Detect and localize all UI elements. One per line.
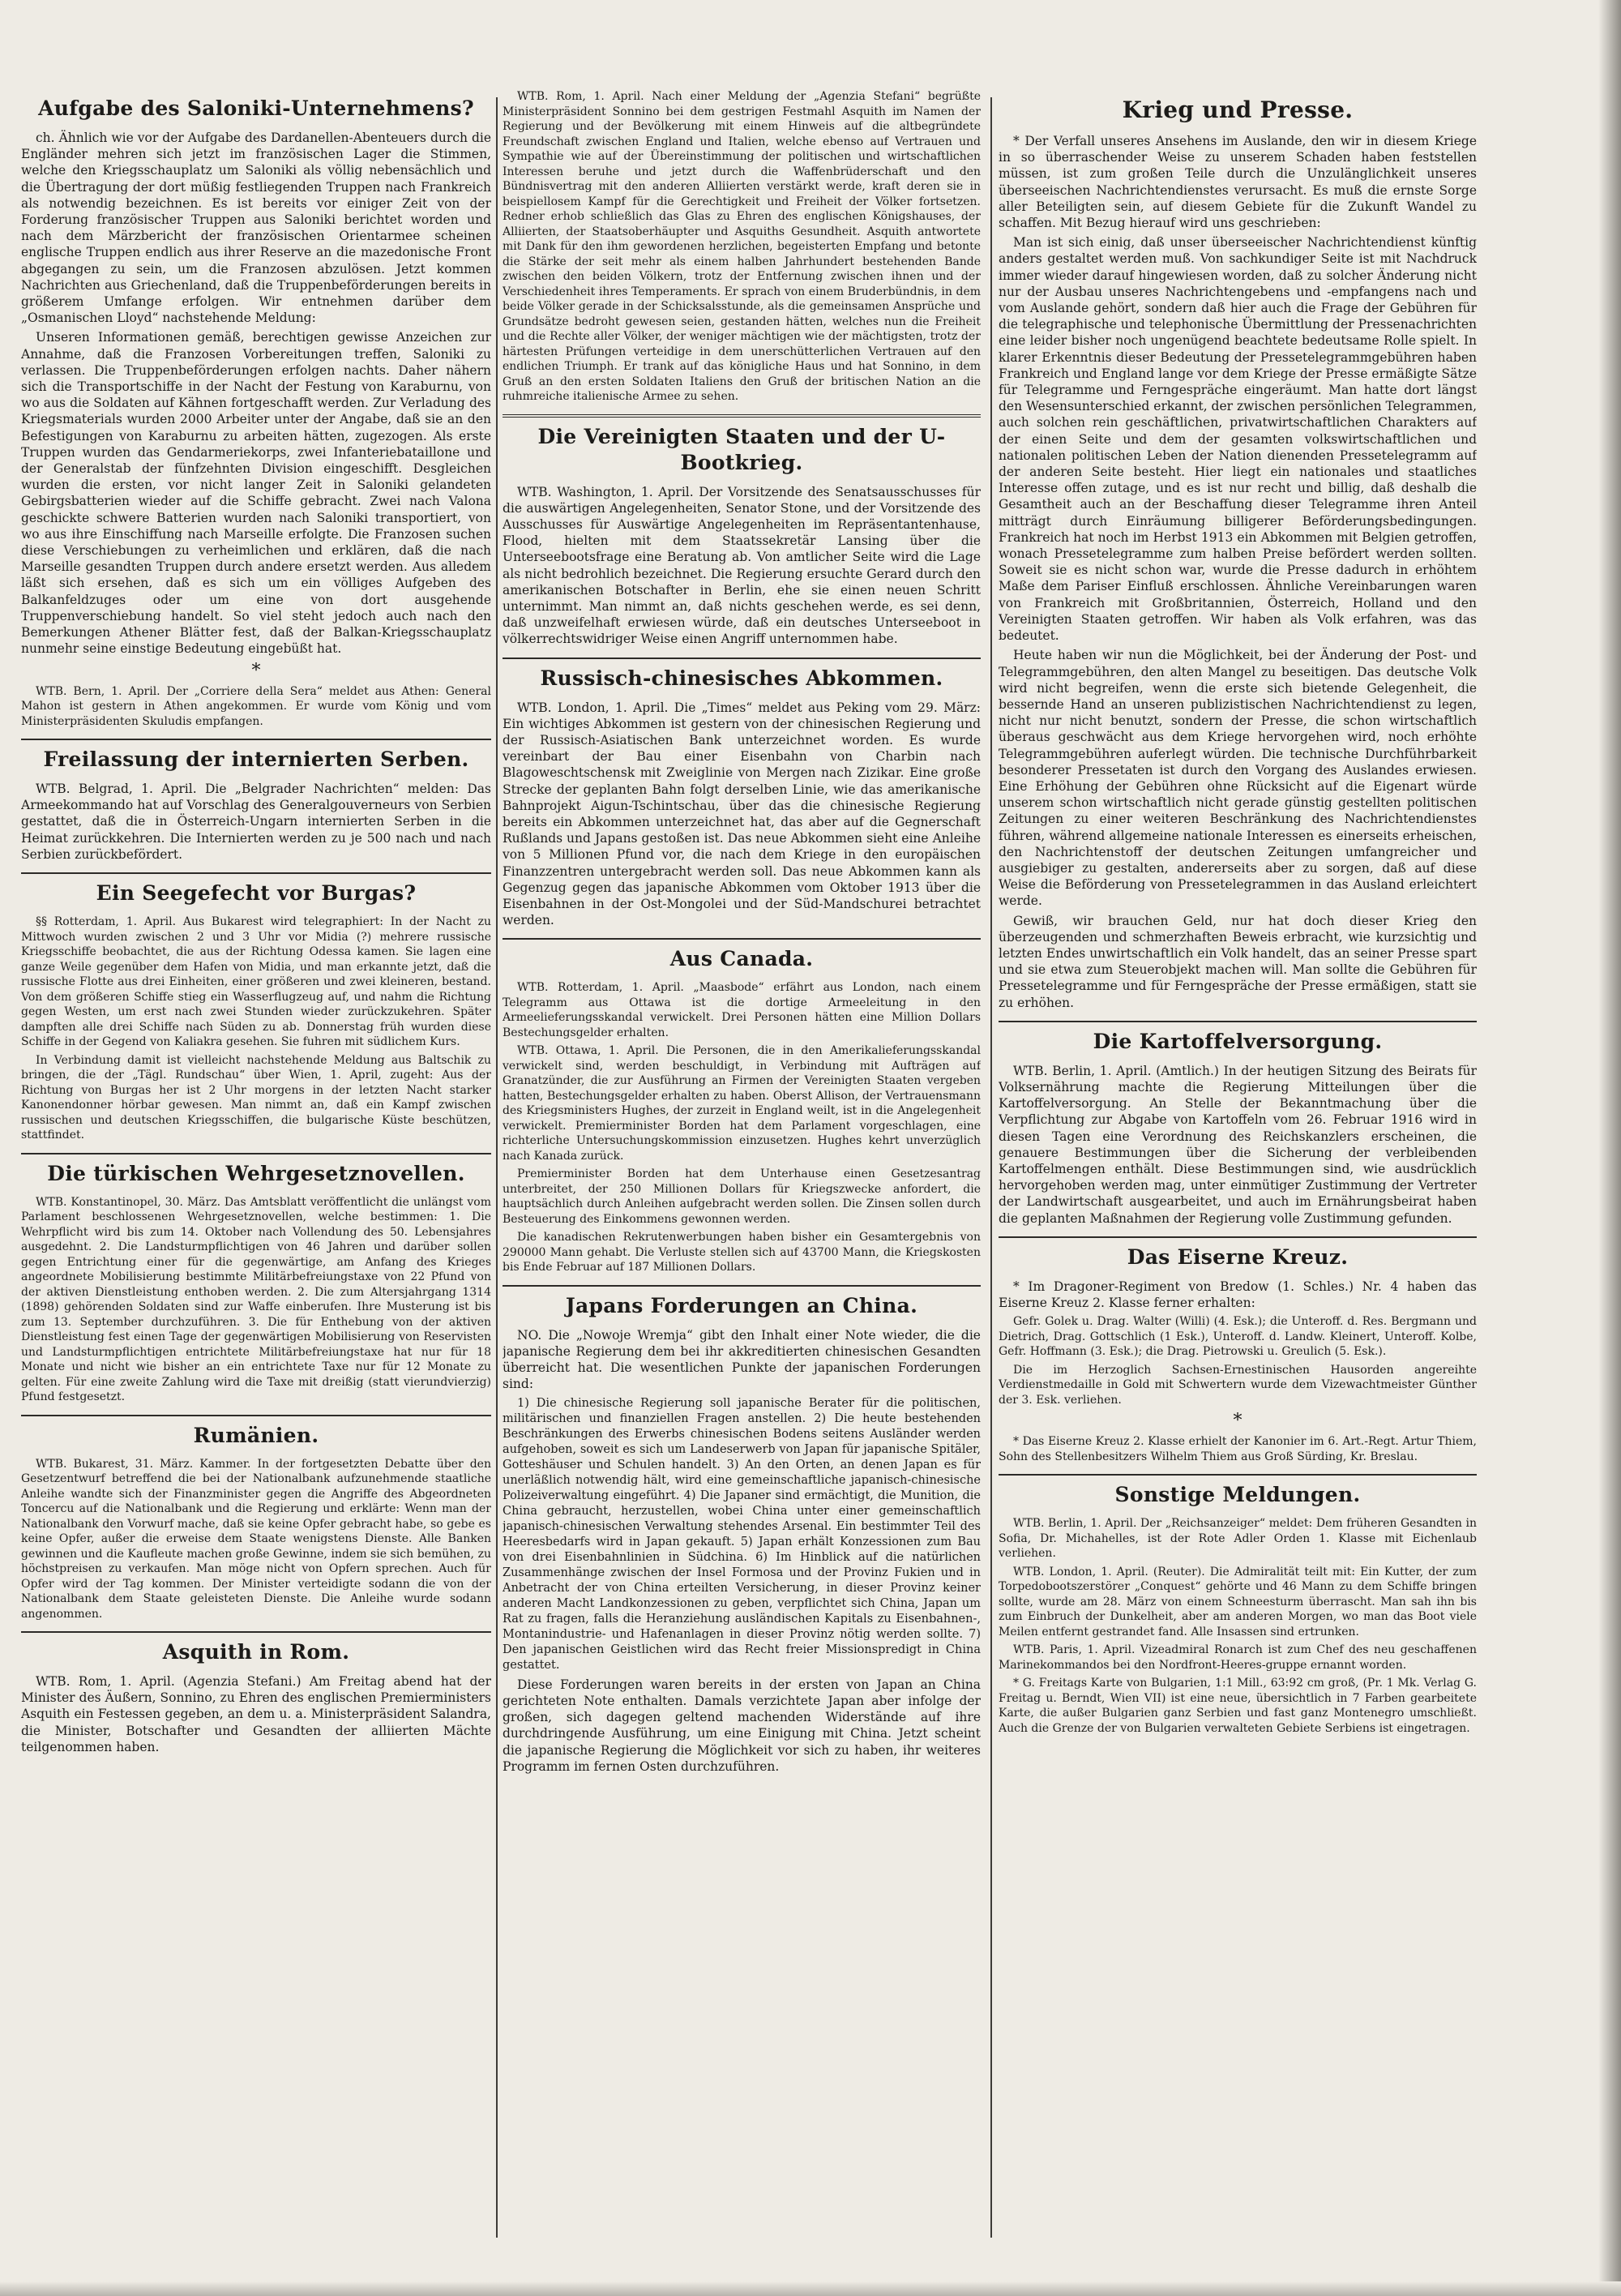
column-1	[21, 89, 491, 2246]
paragraph: Gefr. Golek u. Drag. Walter (Willi) (4. Esk.); die Unteroff. d. Res. Bergmann und Dietrich, Drag. Gottschlich (1 Esk.), Unteroff. d. Landw. Kleinert, Unteroff. Kolbe, Gefr. Hoffmann (3. Esk.); die Drag. Pietrowski u. Greulich (5. Esk.).	[999, 1315, 1477, 1359]
paragraph: NO. Die „Nowoje Wremja“ gibt den Inhalt einer Note wieder, die die japanische Regierung dem bei ihr akkreditierten chinesischen Gesandten überreicht hat. Die wesentlichen Punkte der japanischen Forderungen sind:	[503, 1327, 981, 1392]
article-serben	[21, 747, 491, 863]
headline-asquith: Asquith in Rom.	[162, 1640, 350, 1664]
article-presse	[999, 96, 1477, 1011]
article-saloniki	[21, 96, 491, 729]
paragraph: WTB. Konstantinopel, 30. März. Das Amtsblatt veröffentlicht die unlängst vom Parlament beschlossenen Wehrgesetznovellen, welche bestimmen: 1. Die Wehrpflicht wird bis zum 14. Oktober nach Vollendung des 50. Lebensjahres ausgedehnt. 2. Die Landsturmpflichtigen von 46 Jahren und darüber sollen gegen Entrichtung einer für die gegenwärtige, am Anfang des Krieges angeordnete Mobilisierung bestimmte Militärbefreiungstaxe von 22 Pfund von der aktiven Dienstleistung enthoben werden. 2. Die zum Altersjahrgang 1314 (1898) gehörenden Soldaten sind zur Waffe einberufen. Ihre Musterung ist bis zum 13. September durchzuführen. 3. Die für Enthebung von der aktiven Dienstleistung fest einen Tage der gegenwärtigen Mobilisierung von Reservisten und Landsturmpflichtigen entrichtete Militärbefreiungstaxe hat nur für 18 Monate und nicht wie bisher an ein entrichtete Taxe nur für 12 Monate zu gelten. Für eine zweite Zahlung wird die Taxe mit dreißig (statt vierundvierzig) Pfund festgesetzt.	[21, 1195, 491, 1404]
article-canada	[503, 946, 981, 1275]
paragraph: WTB. Berlin, 1. April. (Amtlich.) In der heutigen Sitzung des Beirats für Volksernährung machte die Regierung Mitteilungen über die Kartoffelversorgung. An Stelle der Bekanntmachung über die Verpflichtung zur Abgabe von Kartoffeln vom 26. Februar 1916 wird in diesen Tagen eine Verordnung des Reichskanzlers erscheinen, die genauere Bestimmungen über die Sicherung der verbleibenden Kartoffelmengen enthält. Diese Bestimmungen sind, wie ausdrücklich hervorgehoben werden mag, unter einmütiger Zustimmung der Vertreter der Landwirtschaft ausgearbeitet, und auch im Ernährungsbeirat haben die geplanten Maßnahmen der Regierung volle Zustimmung gefunden.	[999, 1063, 1477, 1226]
paragraph: WTB. Bern, 1. April. Der „Corriere della Sera“ meldet aus Athen: General Mahon ist gestern in Athen angekommen. Er wurde vom König und vom Ministerpräsidenten Skuludis empfangen.	[21, 684, 491, 728]
paragraph: WTB. Bukarest, 31. März. Kammer. In der fortgesetzten Debatte über den Gesetzentwurf betreffend die bei der Nationalbank aufzunehmende staatliche Anleihe wandte sich der Finanzminister gegen die Angriffe des Abgeordneten Toncercu auf die Nationalbank und die Regierung und erklärte: Wenn man der Nationalbank den Vorwurf mache, daß sie keine Opfer gebracht habe, so gebe es keine Opfer, außer die erweise dem Staate wenigstens Dienste. Alle Banken gewinnen und die Kaufleute machen große Gewinne, indem sie sich bemühen, zu höchstpreisen zu verkaufen. Man möge nicht von Opfern sprechen. Auch für Opfer wird der Tag kommen. Der Minister verteidigte sodann die von der Nationalbank dem Staate geleisteten Dienste. Die Anleihe wurde sodann angenommen.	[21, 1457, 491, 1621]
paragraph: * G. Freitags Karte von Bulgarien, 1:1 Mill., 63:92 cm groß, (Pr. 1 Mk. Verlag G. Freitag u. Berndt, Wien VII) ist eine neue, übersichtlich in 7 Farben gearbeitete Karte, die außer Bulgarien ganz Serbien und fast ganz Montenegro umschließt. Auch die Grenze der von Bulgarien verwalteten Gebiete Serbiens ist eingetragen.	[999, 1677, 1477, 1735]
headline-ubootkrieg: Die Vereinigten Staaten und der U-Bootkrieg.	[537, 424, 946, 474]
page-edge-shadow	[1598, 0, 1621, 2296]
headline-saloniki: Aufgabe des Saloniki-Unternehmens?	[38, 96, 474, 120]
article-divider	[503, 938, 981, 940]
column-rule-left	[496, 97, 498, 2238]
paragraph: In Verbindung damit ist vielleicht nachstehende Meldung aus Baltschik zu bringen, die der „Tägl. Rundschau“ über Wien, 1. April, zugeht: Aus der Richtung von Burgas her ist 2 Uhr morgens in der letzten Nacht starker Kanonendonner hörbar gewesen. Man nimmt an, daß ein Kampf zwischen russischen und deutschen Kriegsschiffen, die bulgarische Küste beschützen, stattfindet.	[21, 1053, 491, 1142]
article-divider	[999, 1474, 1477, 1476]
article-divider	[21, 739, 491, 740]
article-sonstige	[999, 1482, 1477, 1736]
separator-star: *	[251, 660, 261, 681]
article-divider	[503, 1285, 981, 1287]
article-russchin	[503, 666, 981, 929]
headline-canada: Aus Canada.	[669, 947, 814, 971]
headline-rumaenien: Rumänien.	[193, 1423, 319, 1447]
headline-burgas: Ein Seegefecht vor Burgas?	[96, 881, 417, 906]
paragraph: WTB. Rotterdam, 1. April. „Maasbode“ erfährt aus London, nach einem Telegramm aus Ottawa ist die dortige Armeeleitung in den Armeelieferungsskandal verwickelt. Drei Personen hätten eine Million Dollars Bestechungsgelder erhalten.	[503, 981, 981, 1039]
paragraph: WTB. Rom, 1. April. (Agenzia Stefani.) Am Freitag abend hat der Minister des Äußern, Sonnino, zu Ehren des englischen Premierministers Asquith ein Festessen gegeben, an dem u. a. Ministerpräsident Salandra, die Minister, Botschafter und Gesandten der alliierten Mächte teilgenommen haben.	[21, 1674, 491, 1754]
column-2	[503, 89, 981, 2246]
article-burgas	[21, 880, 491, 1143]
article-divider	[503, 414, 981, 418]
paragraph: WTB. Rom, 1. April. Nach einer Meldung der „Agenzia Stefani“ begrüßte Ministerpräsident Sonnino bei dem gestrigen Festmahl Asquith im Namen der Regierung und der Bevölkerung mit einem Hinweis auf die altbegründete Freundschaft zwischen England und Italien, welche ebenso auf Vertrauen und Sympathie wie auf der Übereinstimmung der politischen und wirtschaftlichen Interessen beruhe und jetzt durch die Waffenbrüderschaft und den Bündnisvertrag mit den anderen Alliierten verstärkt werde, kraft deren sie in beispiellosem Kampf für die Gerechtigkeit und Freiheit der Völker fortsetzen. Redner erhob schließlich das Glas zu Ehren des englischen Königshauses, der Alliierten, der Staatsoberhäupter und Asquiths Gesundheit. Asquith antwortete mit Dank für den ihm gewordenen herzlichen, begeisterten Empfang und betonte die Stärke der seit mehr als einem halben Jahrhundert bestehenden Bande zwischen den beiden Völkern, trotz der Entfernung zwischen ihnen und der Verschiedenheit ihres Temperaments. Er sprach von einem Bruderbündnis, in dem beide Völker gerade in der Schicksalsstunde, als die gemeinsamen Ansprüche und Grundsätze bedroht gewesen seien, gestanden hätten, welches nun die Freiheit und die Rechte aller Völker, der weniger mächtigen wie der mächtigsten, trotz der härtesten Prüfungen verteidige in dem unerschütterlichen Vertrauen auf den endlichen Triumph. Er trank auf das königliche Haus und hat Sonnino, in dem Gruß an den ersten Soldaten Italiens den Gruß der britischen Nation an die ruhmreiche italienische Armee zu sehen.	[503, 90, 981, 403]
paragraph: WTB. London, 1. April. Die „Times“ meldet aus Peking vom 29. März: Ein wichtiges Abkommen ist gestern von der chinesischen Regierung und der Russisch-Asiatischen Bank unterzeichnet worden. Es wurde vereinbart der Bau einer Eisenbahn von Charbin nach Blagoweschtschensk mit Zweiglinie von Mergen nach Zizikar. Eine große Strecke der geplanten Bahn folgt derselben Linie, wie das amerikanische Bahnprojekt Aigun-Tschintschau, über das die chinesische Regierung bereits ein Abkommen unterzeichnet hat, das aber auf die Gegnerschaft Rußlands und Japans gestoßen ist. Das neue Abkommen sieht eine Anleihe von 5 Millionen Pfund vor, die nach dem Kriege in den europäischen Finanzzentren untergebracht werden soll. Das neue Abkommen kann als Gegenzug gegen das japanische Abkommen vom Oktober 1913 über die Eisenbahnen in der Ost-Mongolei und der Süd-Mandschurei betrachtet werden.	[503, 700, 981, 928]
headline-kartoffel: Die Kartoffelversorgung.	[1093, 1029, 1383, 1053]
headline-kreuz: Das Eiserne Kreuz.	[1127, 1244, 1349, 1269]
article-divider	[21, 1415, 491, 1416]
headline-presse: Krieg und Presse.	[1122, 96, 1354, 123]
paragraph: * Das Eiserne Kreuz 2. Klasse erhielt der Kanonier im 6. Art.-Regt. Artur Thiem, Sohn des Stellenbesitzers Wilhelm Thiem aus Groß Sürding, Kr. Breslau.	[999, 1435, 1477, 1463]
paragraph: Die kanadischen Rekrutenwerbungen haben bisher ein Gesamtergebnis von 290000 Mann gehabt. Die Verluste stellen sich auf 43700 Mann, die Kriegskosten bis Ende Februar auf 187 Millionen Dollars.	[503, 1231, 981, 1274]
article-divider	[503, 658, 981, 659]
headline-japan: Japans Forderungen an China.	[565, 1293, 918, 1317]
paragraph: WTB. Paris, 1. April. Vizeadmiral Ronarch ist zum Chef des neu geschaffenen Marinekommandos bei den Nordfront-Heeres-gruppe ernannt worden.	[999, 1643, 1477, 1672]
headline-sonstige: Sonstige Meldungen.	[1114, 1483, 1361, 1507]
article-rumaenien	[21, 1423, 491, 1622]
article-divider	[21, 872, 491, 874]
article-rom	[503, 89, 981, 405]
paragraph: Die im Herzoglich Sachsen-Ernestinischen Hausorden angereihte Verdienstmedaille in Gold mit Schwertern wurde dem Vizewachtmeister Günther der 3. Esk. verliehen.	[999, 1363, 1477, 1407]
paragraph: * Der Verfall unseres Ansehens im Auslande, den wir in diesem Kriege in so überraschender Weise zu unserem Schaden haben feststellen müssen, ist zum großen Teile durch die Unzulänglichkeit unseres überseeischen Nachrichtendienstes verursacht. Es muß die ernste Sorge aller Beteiligten sein, auf diesem Gebiete für die Zukunft Wandel zu schaffen. Mit Bezug hierauf wird uns geschrieben:	[999, 134, 1477, 231]
article-kartoffel	[999, 1029, 1477, 1227]
column-rule-right	[990, 97, 992, 2238]
paragraph: WTB. London, 1. April. (Reuter). Die Admiralität teilt mit: Ein Kutter, der zum Torpedobootszerstörer „Conquest“ gehörte und 46 Mann zu dem Schiffe bringen sollte, wurde am 28. März von einem Schneesturm überrascht. Man sah ihn bis zum Einbruch der Dunkelheit, aber am anderen Morgen, wo man das Boot viele Meilen entfernt gestrandet fand. Alle Insassen sind ertrunken.	[999, 1565, 1477, 1638]
headline-wehrgesetz: Die türkischen Wehrgesetznovellen.	[47, 1161, 465, 1185]
column-3	[999, 89, 1477, 2246]
article-kreuz	[999, 1244, 1477, 1464]
headline-serben: Freilassung der internierten Serben.	[43, 747, 469, 771]
article-ubootkrieg	[503, 424, 981, 648]
paragraph: * Im Dragoner-Regiment von Bredow (1. Schles.) Nr. 4 haben das Eiserne Kreuz 2. Klasse ferner erhalten:	[999, 1279, 1477, 1310]
paragraph: Gewiß, wir brauchen Geld, nur hat doch dieser Krieg den überzeugenden und schmerzhaften Beweis erbracht, wie kurzsichtig und letzten Endes unwirtschaftlich ein Volk handelt, das an seiner Presse spart und sie etwa zum Steuerobjekt machen will. Man sollte die Gebühren für Pressetelegramme und für Ferngespräche der Presse ermäßigen, statt sie zu erhöhen.	[999, 913, 1477, 1010]
demands-list	[503, 1396, 981, 1673]
article-divider	[999, 1021, 1477, 1022]
separator-star: *	[1233, 1411, 1242, 1432]
paragraph: ch. Ähnlich wie vor der Aufgabe des Dardanellen-Abenteuers durch die Engländer mehren sich jetzt im französischen Lager die Stimmen, welche den Kriegsschauplatz um Saloniki als völlig nebensächlich und die Übertragung der dort müßig festliegenden Truppen nach Frankreich als notwendig bezeichnen. Es ist bereits vor einiger Zeit von der Forderung französischer Truppen aus Saloniki berichtet worden und nach dem Märzbericht der französischen Orientarmee scheinen englische Truppen endlich aus ihrer Reserve an die mazedonische Front abgegangen zu sein, um die Franzosen abzulösen. Jetzt kommen Nachrichten aus Griechenland, daß die Truppenbeförderungen bereits in größerem Umfange erfolgen. Wir entnehmen darüber dem „Osmanischen Lloyd“ nachstehende Meldung:	[21, 131, 491, 326]
paragraph: §§ Rotterdam, 1. April. Aus Bukarest wird telegraphiert: In der Nacht zu Mittwoch wurden zwischen 2 und 3 Uhr vor Midia (?) mehrere russische Kriegsschiffe beobachtet, die aus der Richtung Odessa kamen. Sie lagen eine ganze Weile gegenüber dem Hafen von Midia, und man erkannte jetzt, daß die russische Flotte aus drei Einheiten, einer größeren und zwei kleineren, bestand. Von dem größeren Schiffe stieg ein Wasserflugzeug auf, und nahm die Richtung gegen Westen, um erst nach zwei Stunden wieder zurückzukehren. Später dampften alle drei Schiffe nach Süden zu ab. Donnerstag früh wurden diese Schiffe in der Gegend von Kaliakra gesehen. Sie fuhren mit südlichem Kurs.	[21, 915, 491, 1049]
headline-russchin: Russisch-chinesisches Abkommen.	[540, 666, 943, 690]
article-japan	[503, 1293, 981, 1775]
page-bottom-shadow	[0, 2281, 1621, 2296]
paragraph: WTB. Belgrad, 1. April. Die „Belgrader Nachrichten“ melden: Das Armeekommando hat auf Vorschlag des Generalgouverneurs von Serbien gestattet, daß die in Österreich-Ungarn internierten Serben in die Heimat zurückkehren. Die Internierten werden zu je 500 nach und nach Serbien zurückbefördert.	[21, 782, 491, 862]
paragraph: Unseren Informationen gemäß, berechtigen gewisse Anzeichen zur Annahme, daß die Franzosen Vorbereitungen treffen, Saloniki zu verlassen. Die Truppenbeförderungen erfolgen nachts. Daher nähern sich die Transportschiffe in der Nacht der Festung von Karaburnu, von wo aus die Soldaten auf Kähnen fortgeschafft werden. Zur Verladung des Kriegsmaterials wurden 2000 Arbeiter unter der Angabe, daß sie an den Befestigungen von Karaburnu zu arbeiten hätten, zugezogen. Als erste Truppen wurden das Gendarmeriekorps, zwei Infanteriebataillone und der Generalstab der fünfzehnten Division eingeschifft. Desgleichen wurden die ersten, vor nicht langer Zeit in Saloniki gelandeten Gebirgsbatterien wieder auf die Schiffe gebracht. Zwei nach Valona geschickte schwere Batterien wurden nach Saloniki transportiert, von wo aus ihre Einschiffung nach Marseille erfolgte. Die Franzosen suchen diese Verschiebungen zu verheimlichen und erklären, daß die nach Marseille gesandten Truppen durch andere ersetzt werden. Aus alledem läßt sich ersehen, daß es sich um ein völliges Aufgeben des Balkanfeldzuges oder um eine von dort ausgehende Truppenverschiebung handelt. So viel steht jedoch auch nach den Bemerkungen Athener Blätter fest, daß der Balkan-Kriegsschauplatz nunmehr seine einstige Bedeutung eingebüßt hat.	[21, 330, 491, 657]
paragraph: Premierminister Borden hat dem Unterhause einen Gesetzesantrag unterbreitet, der 250 Millionen Dollars für Kriegszwecke anfordert, die hauptsächlich durch Anleihen aufgebracht werden sollen. Die Zinsen sollen durch Besteuerung des Einkommens gewonnen werden.	[503, 1167, 981, 1226]
paragraph: WTB. Ottawa, 1. April. Die Personen, die in den Amerikalieferungsskandal verwickelt sind, werden beschuldigt, in Verbindung mit Aufträgen auf Granatzünder, die zur Ausführung an Firmen der Vereinigten Staaten vergeben hatten, Bestechungsgelder erhalten zu haben. Oberst Allison, der Vertrauensmann des Kriegsministers Hughes, der zurzeit in England weilt, ist in die Angelegenheit verwickelt. Premierminister Borden hat dem Parlament vorgeschlagen, eine richterliche Untersuchungskommission einzusetzen. Hughes kehrt unverzüglich nach Kanada zurück.	[503, 1044, 981, 1163]
article-asquith	[21, 1639, 491, 1755]
paragraph: WTB. Washington, 1. April. Der Vorsitzende des Senatsausschusses für die auswärtigen Angelegenheiten, Senator Stone, und der Vorsitzende des Ausschusses für Auswärtige Angelegenheiten im Repräsentantenhause, Flood, hielten mit dem Staatssekretär Lansing über die Unterseebootsfrage eine Beratung ab. Von amtlicher Seite wird die Lage als nicht bedrohlich bezeichnet. Die Regierung ersuchte Gerard durch den amerikanischen Botschafter in Berlin, ehe sie einen neuen Schritt unternimmt. Man nimmt an, daß nichts geschehen werde, es sei denn, daß unzweifelhaft erwiesen würde, daß ein deutsches Unterseeboot in völkerrechtswidriger Weise einen Angriff unternommen habe.	[503, 484, 981, 647]
paragraph: Man ist sich einig, daß unser überseeischer Nachrichtendienst künftig anders gestaltet werden muß. Von sachkundiger Seite ist mit Nachdruck immer wieder darauf hingewiesen worden, daß zu solcher Änderung nicht nur der Ausbau unseres Nachrichtengebens und -empfangens nach und vom Auslande gehört, sondern daß hier auch die Frage der Gebühren für die telegraphische und telephonische Übermittlung der Pressenachrichten eine leider bisher noch ungenügend beachtete bedeutsame Rolle spielt. In klarer Erkenntnis dieser Bedeutung der Pressetelegrammgebühren haben Frankreich und England lange vor dem Kriege der Presse ermäßigte Sätze für Telegramme und Ferngespräche eingeräumt. Man hatte dort längst den Wesensunterschied erkannt, der zwischen persönlichen Telegrammen, auch solchen rein geschäftlichen, privatwirtschaftlichen Charakters auf der einen Seite und dem der gesamten volkswirtschaftlichen und nationalen politischen Leben der Nation dienenden Pressetelegramm auf der anderen Seite besteht. Hier liegt ein nationales und staatliches Interesse offen zutage, und es ist nur recht und billig, daß deshalb die Gesamtheit auch an der Beschaffung dieser Telegramme ihren Anteil mitträgt durch Einräumung billigerer Beförderungsbedingungen. Frankreich hat noch im Herbst 1913 ein Abkommen mit Belgien getroffen, wonach Pressetelegramme zum halben Preise befördert werden sollten. Soweit sie es nicht schon war, wurde die Presse dadurch in erhöhtem Maße dem Pariser Einfluß erschlossen. Ähnliche Vereinbarungen waren von Frankreich mit Großbritannien, Österreich, Holland und den Vereinigten Staaten getroffen. Wir haben als Volk erfahren, was das bedeutet.	[999, 235, 1477, 644]
article-divider	[999, 1236, 1477, 1238]
article-divider	[21, 1153, 491, 1154]
list-item: 1) Die chinesische Regierung soll japanische Berater für die politischen, militärischen und finanziellen Fragen anstellen. 2) Die heute bestehenden Beschränkungen des Erwerbs chinesischen Bodens seitens Ausländer werden aufgehoben, soweit es sich um Landeserwerb von Japan für japanische Spitäler, Gotteshäuser und Schulen handelt. 3) An den Orten, an denen Japan es für unerläßlich notwendig hält, wird eine gemeinschaftliche japanisch-chinesische Polizeiverwaltung eingeführt. 4) Die Japaner sind ermächtigt, die Munition, die China gebraucht, herzustellen, wobei China unter einer gemeinschaftlich japanisch-chinesischen Verwaltung stehendes Arsenal. Ein bestimmter Teil des Heeresbedarfs wird in Japan gekauft. 5) Japan erhält Konzessionen zum Bau von drei Eisenbahnlinien in Südchina. 6) Im Hinblick auf die natürlichen Zusammenhänge zwischen der Insel Formosa und der Provinz Fukien und in Anbetracht der von China erteilten Versicherung, in dieser Provinz keiner anderen Macht Landkonzessionen zu geben, verpflichtet sich China, Japan um Rat zu fragen, falls die Heranziehung ausländischen Kapitals zu Eisenbahnen-, Montanindustrie- und Hafenanlagen in dieser Provinz nötig werden sollte. 7) Den japanischen Geistlichen wird das Recht freier Missionspredigt in China gestattet.	[503, 1396, 981, 1672]
paragraph: WTB. Berlin, 1. April. Der „Reichsanzeiger“ meldet: Dem früheren Gesandten in Sofia, Dr. Michahelles, ist der Rote Adler Orden 1. Klasse mit Eichenlaub verliehen.	[999, 1517, 1477, 1561]
paragraph: Diese Forderungen waren bereits in der ersten von Japan an China gerichteten Note enthalten. Damals verzichtete Japan aber infolge der großen, sich dagegen geltend machenden Widerstände auf ihre durchdringende Ausführung, um eine Einigung mit China. Jetzt scheint die japanische Regierung die Möglichkeit vor sich zu haben, ihr weiteres Programm im fernen Osten durchzuführen.	[503, 1677, 981, 1774]
paragraph: Heute haben wir nun die Möglichkeit, bei der Änderung der Post- und Telegrammgebühren, den alten Mangel zu beseitigen. Das deutsche Volk wird nicht begreifen, wenn die erste sich bietende Gelegenheit, die bessernde Hand an unseren publizistischen Nachrichtendienst zu legen, nicht nur nicht benutzt, sondern der Presse, die schon wirtschaftlich überaus geschwächt aus dem Kriege hervorgehen wird, noch erhöhte Telegrammgebühren auferlegt würden. Die technische Durchführbarkeit besonderer Pressetaten ist durch den Vorgang des Auslandes erwiesen. Eine Erhöhung der Gebühren ohne Rücksicht auf die Eigenart würde unserem schon wirtschaftlich nicht gerade günstig gestellten politischen Zeitungen zu einer weiteren Beschränkung des Nachrichtendienstes führen, während allgemeine nationale Interessen es einerseits erheischen, den Nachrichtenstoff der deutschen Zeitungen umfangreicher und ausgiebiger zu gestalten, andererseits aber zu sorgen, daß auf diese Weise die Beförderung von Pressetelegrammen in das Ausland erleichtert werde.	[999, 648, 1477, 909]
article-wehrgesetz	[21, 1161, 491, 1405]
article-divider	[21, 1631, 491, 1633]
